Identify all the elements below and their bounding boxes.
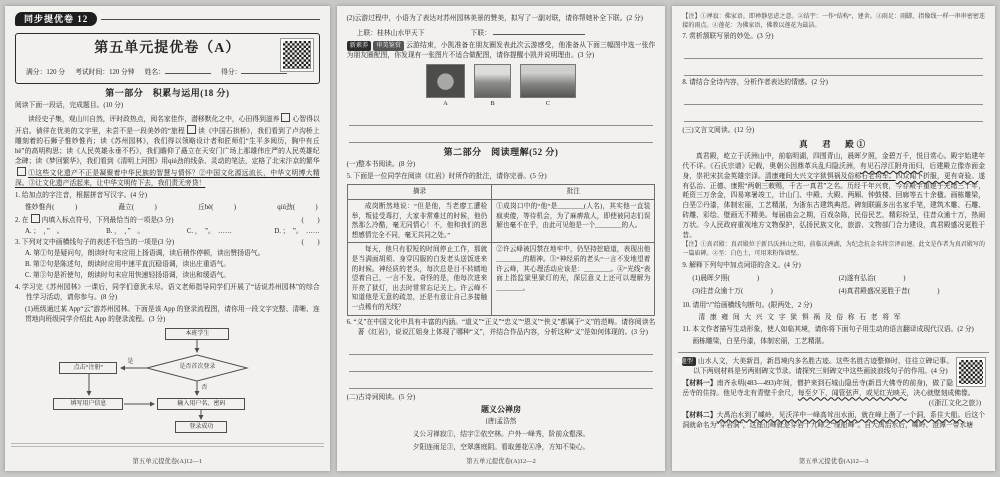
q3-option-a: A. 第①句是疑问句，朗读时句末应用上扬语调，读后稍作停顿，读出赞扬语气。 [25, 250, 265, 257]
poem-author: [唐]孟浩然 [485, 417, 517, 425]
answer-line [349, 359, 654, 372]
q2-label-pre: 2. 在 [15, 217, 29, 224]
punctuation-box-icon [31, 214, 40, 223]
exam-time-label: 考试时间：120 分钟 [75, 69, 135, 76]
new-literacy-badge: 新素养 [347, 41, 372, 51]
q3-label: 3. 下列对文中画横线句子的表述不恰当的一项是(3 分) [15, 239, 175, 246]
header-badge-row [15, 12, 320, 26]
col-header-note: 批注 [492, 185, 655, 200]
q9-item: (4)真君殿盛况更胜于昔( ) [838, 288, 940, 296]
flow-input-node: 输入用户名、密码 [157, 398, 245, 410]
garden-photo-b [474, 64, 511, 98]
classical-footnote: 【注】①真君殿：真君殿位于新昌沃洲山之阳，前临沃洲湖，为纪念抗金名将宗泽而建。此文是作者为真君殿写的一篇庙碑。②垩：白色土，可用来粉饰墙壁。 [682, 242, 985, 257]
reading-passage [15, 113, 320, 189]
page-3 [672, 6, 995, 471]
section-1-heading: 第一部分 积累与运用(18 分) [105, 88, 230, 98]
poem-line-1: 义公习禅寂①，结宇②依空林。户外一峰秀，阶前众壑深。 [412, 430, 590, 438]
question-7: 7. 赏析颔联写景的妙处。(3 分) [682, 33, 774, 41]
question-9: 9. 解释下列句中加点词语的含义。(4 分) [682, 261, 801, 269]
q3-option-c: C. 第③句是祈使句，朗读时句末应用快速轻扬语调，读出和缓语气。 [25, 272, 231, 279]
q9-item: (3)往昔众逾十万( ) [692, 288, 773, 296]
q1-item: 丘hè( ) [197, 204, 237, 211]
name-label-text: 姓名： [144, 69, 165, 76]
part-3-heading: (三)文言文阅读。(12 分) [682, 127, 755, 135]
name-blank [165, 65, 211, 74]
photo-label-c: C [545, 100, 551, 107]
question-4-sub2: (2)云游过程中，小语为了表达对苏州园林美景的赞美，拟写了一副对联，请你帮她补全下联。(2 分) [346, 15, 643, 22]
q9-item: (2)遂有弘治( ) [838, 275, 906, 283]
poem-line-2: 夕阳连雨足③，空翠落庭阴。看取莲花④净，方知不染心。 [412, 443, 590, 451]
flow-fill-info-node: 填写用户信息 [53, 398, 123, 410]
page-1 [5, 6, 330, 471]
question-12 [674, 357, 986, 431]
couplet-line [357, 26, 656, 39]
flow-success-node: 登录成功 [175, 421, 227, 433]
question-1: 1. 给加点的字注音，根据拼音写汉字。(4 分) [15, 192, 147, 199]
page-cut-line [11, 443, 324, 444]
material-2-text: 后这个洞就命名为“穿岩洞”，这座山峰就是穿岩十九峰之“缆船峰”。自大禹治水后，嵊岭、澄潭一带水塘 [682, 411, 986, 429]
q1-item: 矗立( ) [118, 204, 157, 211]
q9-item: (1)晨晖夕照( ) [692, 275, 760, 283]
flow-decision-node: 是否首次登录 [179, 364, 216, 370]
material-1-wavy: 每至夕下，闻管弦声，或见红光映天 [797, 389, 907, 397]
page-2-footer: 第五单元提优卷(A)12—2 [466, 458, 536, 465]
question-2 [15, 214, 320, 226]
score-label [221, 65, 287, 78]
qr-code-icon [957, 358, 985, 386]
q3-option-b: B. 第②句是陈述句，朗读时应用中速平直沉稳语调，读出庄重语气。 [25, 261, 231, 268]
punctuation-box-icon [17, 167, 26, 176]
q2-option-b: B. ， ，” 。 [106, 228, 145, 235]
passage-seg-a: 真君殿，屹立于沃洲山中，前临明湖，四围青山，晨晖夕照，金碧万千，悦目赏心。殿宇始建年代不详。《石氏宗谱》记载，奥朝公因鼎革兵乱归隐沃洲， [682, 153, 985, 170]
photo-label-b: B [490, 100, 495, 107]
q2-label-post: 内填入标点符号，下列最恰当的一项是(3 分) [41, 217, 174, 224]
excerpt-cell-2: 每天，他只有很短的时间停止工作，那就是当满面胡须、身穿囚服的白发老头送饭进来的时候。神经质的老头，每次总是目不转睛地望着自己，一言不发。奇怪的是，他每次进来开亮了狱灯，出去时常常忘记关上。许云峰不知道他是无意的疏忽，还是有意让自己多接触一点稀有的光线？ [347, 243, 492, 315]
intro-line: 阅读下面一段话，完成题目。(10 分) [15, 102, 124, 109]
xialian-label: 下联： [470, 30, 492, 37]
page-cut-line [11, 446, 324, 447]
passage-seg-f: 遂有弘治、正德、康熙“两朝三敕赐，千古一真君”之名。历经千年兴衰，今存殿宇重建于光绪三十年，耗资三万余金，四易寒暑竣工，计山门、中殿、大殿、两厢、钟鼓楼、回廊等五十余楹。画栋雕梁，白垩②丹漆，体制宏丽，工艺精湛，为浙东古建筑典范。碑刻联匾多出名家手笔，建筑木雕、石雕、砖雕、彩绘、壁画无不精美。每届庙会之期，百戏杂陈，民俗民艺，精彩纷呈，往昔众逾十万，热闹万状。今人民政府重视地方文物保护，弘扬民族文化，旅游、文物部门合力建设，真君殿盛况更胜于昔。 [682, 172, 986, 239]
material-1-source: (《浙江文化之旅》) [928, 399, 981, 407]
answer-line [684, 92, 983, 105]
flow-no-label: 否 [201, 385, 208, 391]
page-2 [337, 6, 666, 471]
classical-passage [682, 152, 985, 240]
question-10: 10. 请用“/”给画横线句断句。(限两处，2 分) [682, 301, 813, 309]
page-3-footer: 第五单元提优卷(A)12—3 [798, 458, 869, 465]
poem-block [347, 405, 656, 453]
passage-seg-c: ，后建殿立像赤面金身，崇祀宋抗金英雄宗泽。 [682, 162, 986, 180]
page-title: 第五单元提优卷（A） [94, 41, 241, 56]
answer-bracket: ( ) [301, 239, 320, 246]
page-1-footer: 第五单元提优卷(A)12—1 [132, 458, 203, 465]
note-cell-2: ②许云峰被囚禁在地牢中，仍坚持挖暗道，表现出他________的精神。③“神经质的老头”一言不发地望着许云峰，其心理活动应该是：________。④“光线”表面上指监狱里狱灯的光，深层意义上还可以理解为________。 [492, 243, 655, 315]
login-flowchart [47, 328, 287, 438]
classical-text-title: 真 君 殿① [799, 139, 869, 150]
garden-photo-a [426, 64, 465, 98]
passage-seg-e-wavy: 四众闻卜折服，更有奇验。 [895, 172, 979, 180]
part-2-heading: (二)古诗词阅读。(5 分) [346, 393, 416, 401]
question-11: 11. 本文作者描写生动形象，使人如临其境，请你将下面句子用生动的语言翻译成现代汉语。(2 分) [682, 325, 974, 333]
table-row [347, 200, 655, 243]
passage-part-c: 读《中国石拱桥》，我们看到了卢沟桥上雕刻着的石狮子惟妙惟肖；读《苏州园林》，我们得以领略设计者和匠师们“生平多阅历，胸中有丘hè”的高明构思；读《人民英雄永垂不朽》，我们瞻仰了矗立在天安门广场上那雄伟庄严的人民英雄纪念碑；读《梦回繁华》，我们看到《清明上河图》用qiú劲的线条、灵动的笔法，定格了北宋汴京的繁华 [15, 128, 320, 165]
q11-sentence: 画栋雕梁，白垩丹漆，体制宏丽，工艺精湛。 [692, 337, 829, 345]
table-row [347, 243, 655, 315]
badge-rule [101, 19, 319, 20]
material-1-text: 南齐永明(483—493)年间，僧护来到石城山隐岳寺(新昌大佛寺的前身)，做了隐岳寺的住持。他见寺北有青壁千余尺， [682, 379, 953, 397]
q4-sub3-text: 云游结束，小凯准备在朋友圈发表此次云游感受，他准备从下面三幅图中选一张作为朋友圈配图，你发现有一张图片不适合做配图，请你提醒小凯并说明理由。(3 分) [346, 42, 656, 59]
q2-option-d: D. ； ”。 …… [274, 228, 320, 235]
question-2-options [25, 227, 320, 237]
punctuation-box-icon [187, 125, 196, 134]
q2-option-c: C. ， ”。 …… [186, 228, 232, 235]
table-header-row [347, 185, 655, 200]
passage-seg-b-wavy: 有见石浮江附舟而归 [859, 162, 923, 170]
material-2 [682, 411, 985, 431]
question-4-sub1: (1)班级通过某 App“云”游苏州园林。下面是该 App 的登录流程图，请你用一段文字完整、清晰、连贯地向班级同学介绍此 App 的登录流程。(3 分) [25, 306, 320, 323]
answer-line [684, 109, 983, 122]
q10-sentence: 清 康 雍 间 大 兴 文 字 狱 惧 祸 及 俗 称 石 老 将 军 [698, 313, 903, 321]
title-box [15, 33, 320, 84]
annotation-table [347, 184, 656, 316]
material-2-label: 【材料二】 [682, 411, 717, 419]
col-header-excerpt: 摘录 [347, 185, 492, 200]
answer-line [349, 130, 654, 143]
passage-seg-d-underlined: 清康雍间大兴文字狱惧祸及俗称石老将军。 [764, 172, 896, 180]
photo-option-b [474, 64, 511, 109]
passage-part-a: 读经史子集，观山川自然，评时政热点，阅名家佳作，潜移默化之中，心田得到滋养 [28, 116, 280, 123]
xialian-blank [493, 26, 585, 35]
passage-part-d-underlined: ①这些文化遗产不正是凝聚着中华民族的智慧与情怀？②中国文化源远流长，中华文明博大精深。③让文化遗产活起来，让中华文明传下去，我们责无旁贷！ [15, 170, 320, 187]
photo-label-a: A [443, 100, 448, 107]
meta-row [26, 65, 309, 78]
material-2-wavy: 大禹治水到了嵊岭，见沃洋中一峰高耸出水面，就在峰上凿了一个洞，系住大船。 [716, 411, 965, 419]
question-5: 5. 下面是一位同学在阅读《红岩》时所作的批注，请你完善。(5 分) [346, 173, 547, 180]
q12-label [674, 357, 985, 377]
question-4-sub3 [347, 41, 656, 61]
aesthetic-badge: 审美鉴赏 [373, 41, 404, 51]
passage-part-b: 心智得以开启。徜徉在优美的文字里，未尝不是一段美妙的“旅程 [15, 116, 320, 135]
question-4: 4. 学习完《苏州园林》一课后，同学们意犹未尽。语文老师指导同学们开展了“话说苏州园林”的综合性学习活动，请你参与。(8 分) [15, 284, 320, 301]
material-1-end: ，决心就壁刻成佛像。 [906, 389, 975, 397]
answer-line [684, 63, 983, 76]
answer-line [684, 46, 983, 59]
flowchart-connectors [47, 328, 287, 438]
answer-line [349, 376, 654, 389]
photo-option-a [426, 64, 465, 109]
section-2-heading: 第二部分 阅读理解(52 分) [443, 147, 559, 157]
punctuation-box-icon [281, 113, 290, 122]
garden-photo-c [520, 64, 576, 98]
material-1 [682, 379, 985, 409]
answer-line [349, 342, 654, 355]
question-9-items [692, 273, 985, 299]
flow-yes-label: 是 [127, 359, 134, 365]
q2-label [15, 214, 174, 226]
flow-start-node: 本班学生 [165, 328, 229, 340]
excerpt-cell-1: 成岗断然地说：“但是他，当老廖工遭检举，叛徒受毒打，大家非常难过的时候，他仍然那么冷酷，毫无同情心！不，他和我们的思想感情完全不同，毫无共同之处。” [347, 200, 492, 243]
photo-options [347, 64, 656, 109]
q2-option-a: A. ； ，” 。 [25, 228, 64, 235]
q1-item: qiú劲( ) [277, 204, 318, 211]
poem-title: 题义公禅房 [481, 404, 521, 414]
note-cell-1: ①成岗口中的“他”是________(人名)，其实他一直装疯卖傻，等待机会，为了麻痹敌人，即使被同志们误解也毫不在乎，由此可见他是一个________的人。 [492, 200, 655, 243]
qr-code-icon [281, 39, 313, 71]
full-score-label: 满分：120 分 [26, 69, 66, 76]
score-label-text: 得分： [220, 69, 242, 76]
section-divider [678, 352, 989, 353]
new-question-type-badge: 新题型 [682, 357, 696, 367]
question-3 [15, 238, 320, 248]
answer-bracket: ( ) [301, 217, 320, 224]
question-1-items [25, 203, 318, 213]
photo-option-c [520, 64, 576, 109]
q1-item: 惟妙惟肖( ) [25, 204, 78, 211]
series-badge: 同步提优卷 12 [15, 12, 97, 26]
flow-register-node: 点击“注册” [59, 362, 117, 374]
question-8: 8. 请结合全诗内容，分析作者表达的情感。(2 分) [682, 79, 828, 87]
material-1-label: 【材料一】 [682, 379, 717, 387]
question-6: 6. “义”在中国文化中具有丰富的内涵。“道义”“正义”“忠义”“恩义”“侠义”都属于“义”的范畴。请你阅读名著《红岩》，说说江姐身上体现了哪种“义”，并结合作品内容，分析这种“义”是如何体现的。(3 分) [346, 318, 656, 336]
poem-footnote: 【注】①禅寂：佛家语，即禅静思虑之意。②结宇：一作“结构”，建舍。③雨足：雨脚，指像线一样一串串密密连接的雨点。④莲花：为佛家语，佛教以莲花为最洁。 [682, 14, 985, 29]
shanglian-text: 上联：桂林山水甲天下 [356, 30, 425, 37]
q12-text: 山水人文，大美新昌，新昌境内多名胜古迹。这些名胜古迹整修时，往往立碑记事。以下两则材料是另两则碑文节录。请探究三则碑文中这些画波浪线句子的作用。(4 分) [693, 357, 953, 375]
answer-line [349, 113, 654, 126]
name-label [145, 65, 211, 78]
part-1-heading: (一)整本书阅读。(8 分) [346, 161, 416, 168]
